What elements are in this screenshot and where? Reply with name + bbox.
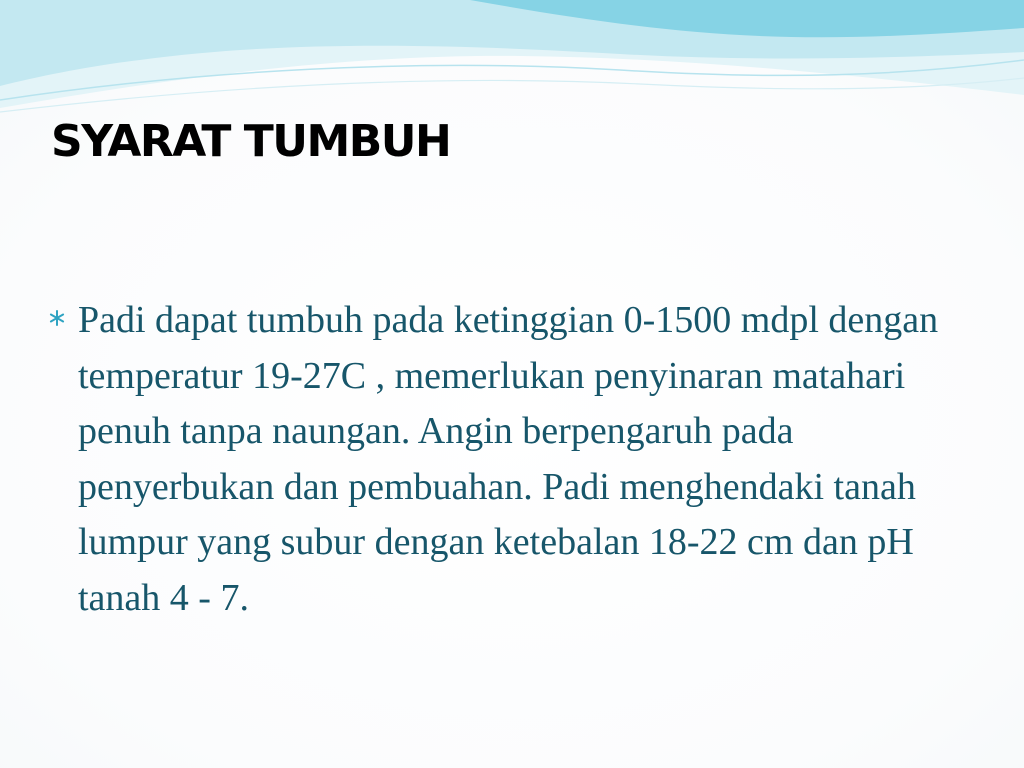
header-wave-decoration <box>0 0 1024 120</box>
slide-title: SYARAT TUMBUH <box>51 116 451 167</box>
asterisk-bullet-icon <box>48 309 66 327</box>
bullet-text: Padi dapat tumbuh pada ketinggian 0-1500 mdpl dengan temperatur 19-27C , memerlukan penyinaran matahari penuh tanpa naungan. Angin berpengaruh pada penyerbukan dan pembuahan. Padi menghendaki tanah lumpur yang subur dengan ketebalan 18-22 cm dan pH tanah 4 - 7. <box>78 299 939 619</box>
